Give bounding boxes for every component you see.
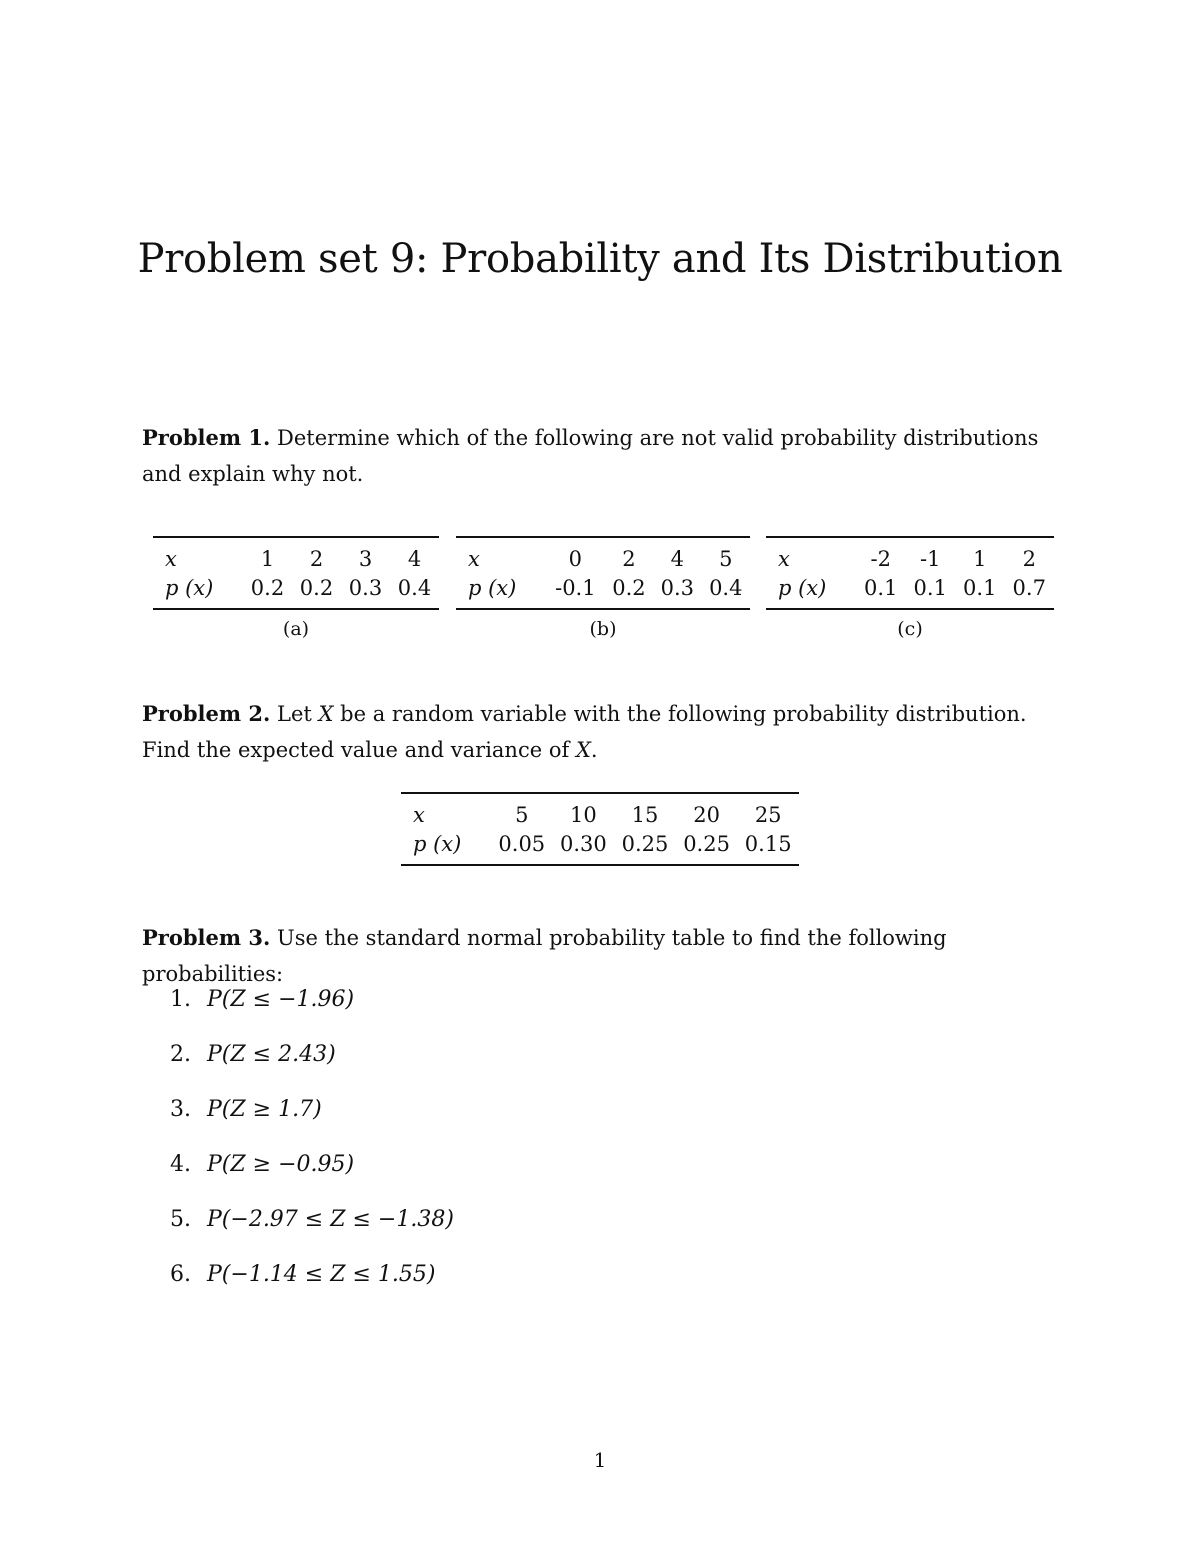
p-value: 0.30 (560, 831, 607, 856)
problem-3-label: Problem 3. (142, 925, 271, 950)
p-value: 0.25 (683, 831, 730, 856)
table-caption: (b) (589, 618, 617, 640)
distribution-table-c (766, 536, 1054, 640)
probability-expression: P(Z ≤ −1.96) (207, 987, 355, 1012)
list-item (170, 980, 454, 1035)
distribution-table-b (456, 536, 750, 640)
list-item (170, 1200, 454, 1255)
distribution-table-a (153, 536, 439, 640)
item-number: 5. (170, 1207, 191, 1232)
probability-expression: P(−2.97 ≤ Z ≤ −1.38) (207, 1207, 454, 1232)
p-value: -0.1 (555, 575, 596, 600)
p-value: 0.2 (250, 575, 285, 600)
item-number: 4. (170, 1152, 191, 1177)
problem-2-text-end: . (590, 738, 598, 762)
x-value: 5 (719, 546, 733, 571)
x-value: 5 (515, 802, 529, 827)
x-value: 15 (631, 802, 659, 827)
p-header: p (x) (413, 831, 462, 856)
x-value: 25 (754, 802, 782, 827)
problem-1-statement (142, 420, 1062, 492)
p-value: 0.2 (612, 575, 646, 600)
item-number: 6. (170, 1262, 191, 1287)
probability-expression: P(−1.14 ≤ Z ≤ 1.55) (207, 1262, 436, 1287)
item-number: 2. (170, 1042, 191, 1067)
problem-2-statement (142, 696, 1062, 768)
x-value: -2 (870, 546, 891, 571)
p-value: 0.1 (864, 575, 898, 600)
p-value: 0.15 (744, 831, 792, 856)
x-value: 0 (568, 546, 583, 571)
p-value: 0.4 (397, 575, 432, 600)
page-title: Problem set 9: Probability and Its Distribution (137, 236, 1063, 282)
p-header: p (x) (468, 575, 517, 600)
p-value: 0.1 (963, 575, 997, 600)
item-number: 1. (170, 987, 191, 1012)
x-value: 2 (1022, 546, 1036, 571)
probability-expression: P(Z ≤ 2.43) (207, 1042, 336, 1067)
x-value: 3 (358, 546, 373, 571)
x-value: 1 (973, 546, 987, 571)
table-caption: (a) (282, 618, 310, 640)
random-variable: X (318, 702, 334, 726)
probability-expression: P(Z ≥ −0.95) (207, 1152, 355, 1177)
problem-2-text-before: Let (277, 702, 312, 726)
x-value: 10 (570, 802, 597, 827)
x-value: 4 (670, 546, 685, 571)
p-value: 0.05 (498, 831, 546, 856)
x-header: x (165, 546, 177, 571)
list-item (170, 1090, 454, 1145)
distribution-table-problem-2 (401, 792, 799, 866)
x-value: 20 (693, 802, 720, 827)
x-header: x (778, 546, 790, 571)
problem-3-text: Use the standard normal probability table to find the following probabilities: (142, 926, 947, 986)
list-item (170, 1255, 454, 1310)
list-item (170, 1035, 454, 1090)
p-value: 0.1 (913, 575, 947, 600)
problem-1-text: Determine which of the following are not valid probability distributions and explain why not. (142, 426, 1039, 486)
p-header: p (x) (778, 575, 827, 600)
table-caption: (c) (897, 618, 923, 640)
x-value: 2 (622, 546, 636, 571)
x-value: -1 (920, 546, 941, 571)
list-item (170, 1145, 454, 1200)
problem-2-label: Problem 2. (142, 701, 271, 726)
p-value: 0.3 (660, 575, 695, 600)
p-value: 0.2 (299, 575, 334, 600)
p-value: 0.25 (621, 831, 669, 856)
problem-2-text-middle: be a random variable with the following probability distribution. Find the expected value and variance of (142, 702, 1027, 762)
x-value: 4 (407, 546, 422, 571)
x-header: x (468, 546, 480, 571)
x-header: x (413, 802, 425, 827)
item-number: 3. (170, 1097, 191, 1122)
x-value: 1 (260, 546, 275, 571)
page-number: 1 (593, 1448, 607, 1472)
probability-question-list (170, 980, 454, 1310)
p-value: 0.4 (709, 575, 743, 600)
p-value: 0.7 (1012, 575, 1046, 600)
random-variable: X (575, 738, 591, 762)
problem-1-label: Problem 1. (142, 425, 271, 450)
probability-expression: P(Z ≥ 1.7) (207, 1097, 322, 1122)
p-value: 0.3 (348, 575, 383, 600)
p-header: p (x) (165, 575, 214, 600)
x-value: 2 (309, 546, 324, 571)
